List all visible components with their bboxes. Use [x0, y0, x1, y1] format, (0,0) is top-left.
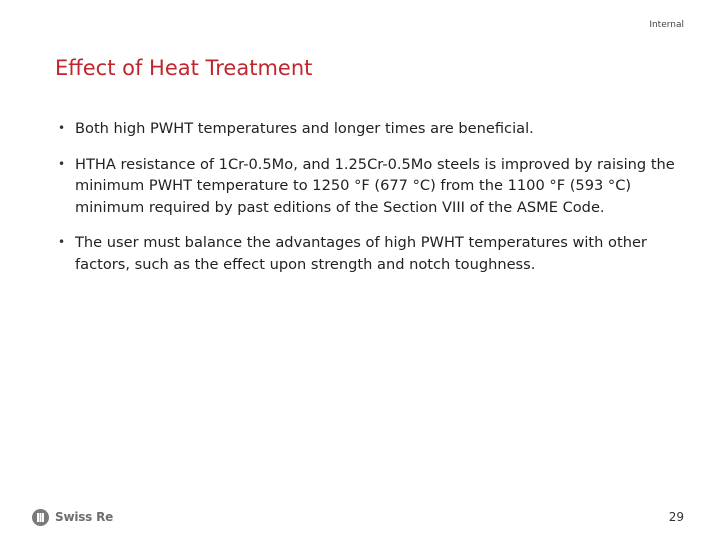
page-number: 29: [668, 510, 684, 524]
bullet-item: [58, 118, 688, 140]
bullet-text: The user must balance the advantages of high PWHT temperatures with other factors, such as the effect upon strength and notch toughness.: [75, 234, 647, 273]
bullet-item: [58, 154, 688, 219]
bullet-list: [58, 118, 688, 289]
bullet-text: HTHA resistance of 1Cr-0.5Mo, and 1.25Cr-0.5Mo steels is improved by raising the minimum PWHT temperature to 1250 °F (677 °C) from the 1100 °F (593 °C) minimum required by past editions of the Section VIII of the ASME Code.: [75, 155, 675, 216]
swiss-re-cross-logo-icon: [32, 509, 49, 526]
bullet-item: [58, 232, 688, 275]
bullet-dot-icon: •: [58, 235, 66, 249]
bullet-dot-icon: •: [58, 156, 66, 171]
company-logo: [32, 505, 113, 529]
classification-label: Internal: [649, 20, 684, 30]
bullet-text: Both high PWHT temperatures and longer times are beneficial.: [75, 120, 534, 137]
slide-title: Effect of Heat Treatment: [55, 56, 313, 80]
logo-text: Swiss Re: [55, 510, 114, 524]
bullet-dot-icon: •: [58, 121, 66, 135]
